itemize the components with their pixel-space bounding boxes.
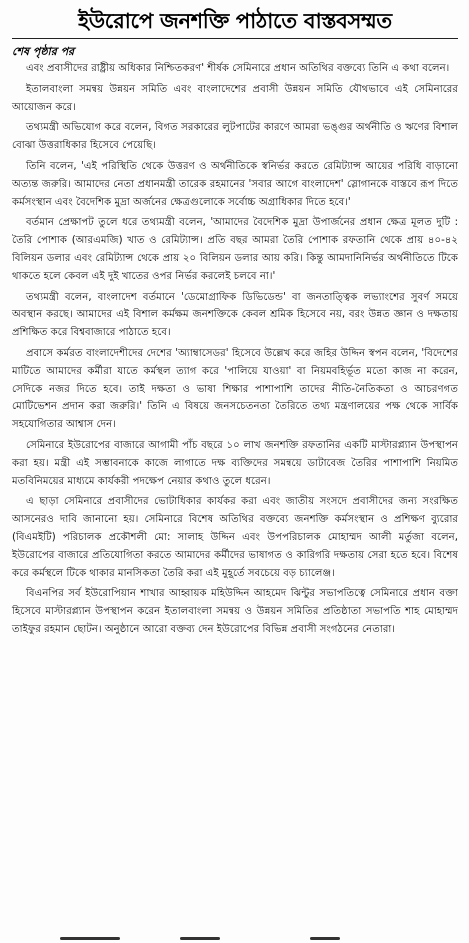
continuation-label: শেষ পৃষ্ঠার পর — [12, 45, 75, 58]
paragraph-8: সেমিনারে ইউরোপের বাজারে আগামী পাঁচ বছরে ১০ লাখ জনশক্তি রফতানির একটি মাস্টারপ্ল্যান উপস্থাপন করা হয়। মন্ত্রী এই সম্ভাবনাকে কাজে লাগাতে দক্ষ ব্যক্তিদের সমন্বয়ে ডাটাবেজ তৈরির পাশাপাশি নিয়মিত মতবিনিময়ের মাধ্যমে কার্যকরী পদক্ষেপ নেয়ার কথাও তুলে ধরেন। — [12, 439, 458, 487]
paragraph-5: বর্তমান প্রেক্ষাপট তুলে ধরে তথ্যমন্ত্রী বলেন, 'আমাদের বৈদেশিক মুদ্রা উপার্জনের প্রধান ক্ষেত্র মূলত দুটি : তৈরি পোশাক (আরএমজি) খাত ও রেমিট্যান্স। প্রতি বছর আমরা তৈরি পোশাক রফতানি থেকে প্রায় ৪০-৪২ বিলিয়ন ডলার এবং রেমিট্যান্স থেকে প্রায় ২০ বিলিয়ন ডলার আয় করি। কিন্তু আমদানিনির্ভর অর্থনীতিতে টিকে থাকতে হলে কেবল এই দুই খাতের ওপর নির্ভর করলেই চলবে না।' — [12, 217, 458, 282]
paragraph-2: ইতালবাংলা সমন্বয় উন্নয়ন সমিতি এবং বাংলাদেশের প্রবাসী উন্নয়ন সমিতি যৌথভাবে এই সেমিনারের আয়োজন করে। — [12, 83, 458, 113]
paragraph-3: তথ্যমন্ত্রী অভিযোগ করে বলেন, বিগত সরকারের লুটপাটের কারণে আমরা ভঙ্গুর অর্থনীতি ও ঋণের বিশাল বোঝা উত্তরাধিকার হিসেবে পেয়েছি। — [12, 122, 458, 152]
paragraph-9: এ ছাড়া সেমিনারে প্রবাসীদের ভোটাধিকার কার্যকর করা এবং জাতীয় সংসদে প্রবাসীদের জন্য সংরক্ষিত আসনেরও দাবি জানানো হয়। সেমিনারে বিশেষ অতিথির বক্তব্যে জনশক্তি কর্মসংস্থান ও প্রশিক্ষণ ব্যুরোর (বিএমইটি) পরিচালক প্রকৌশলী মো: সালাহ উদ্দিন এবং উপপরিচালক মোহাম্মদ আলী মর্তুজা বলেন, ইউরোপের বাজারে প্রতিযোগিতা করতে আমাদের কর্মীদের ভাষাগত ও কারিগরি দক্ষতায় সেরা হতে হবে। বিশেষ করে কর্মস্থলে টিকে থাকার মানসিকতা তৈরি করা এই মুহূর্তে সবচেয়ে বড় চ্যালেঞ্জ। — [12, 496, 458, 579]
paragraph-7: প্রবাসে কর্মরত বাংলাদেশীদের দেশের 'অ্যাম্বাসেডর' হিসেবে উল্লেখ করে জহির উদ্দিন স্বপন বলেন, 'বিদেশের মাটিতে আমাদের কর্মীরা যাতে কর্মস্থল ত্যাগ করে 'পালিয়ে যাওয়া' বা নিয়মবহির্ভূত মতো কাজ না করেন, সেদিকে নজর দিতে হবে। তাই দক্ষতা ও ভাষা শিক্ষার পাশাপাশি তাদের নীতি-নৈতিকতা ও আচরণগত মোটিভেশন প্রদান করা জরুরি।' তিনি এ বিষয়ে জনসচেতনতা তৈরিতে তথ্য মন্ত্রণালয়ের পক্ষ থেকে সার্বিক সহযোগিতার আশ্বাস দেন। — [12, 347, 458, 431]
paragraph-6: তথ্যমন্ত্রী বলেন, বাংলাদেশ বর্তমানে 'ডেমোগ্রাফিক ডিভিডেন্ড' বা জনতাত্ত্বিক লভ্যাংশের সুবর্ণ সময়ে অবস্থান করছে। আমাদের এই বিশাল কর্মক্ষম জনশক্তিকে কেবল শ্রমিক হিসেবে নয়, বরং উন্নত জ্ঞান ও দক্ষতায় প্রশিক্ষিত করে বিশ্ববাজারে পাঠাতে হবে। — [12, 291, 458, 339]
headline-divider — [12, 38, 458, 39]
paragraph-1: এবং প্রবাসীদের রাষ্ট্রীয় অধিকার নিশ্চিতকরণ' শীর্ষক সেমিনারে প্রধান অতিথির বক্তব্যে তিনি এ কথা বলেন। — [26, 63, 450, 74]
paragraph-4: তিনি বলেন, 'এই পরিস্থিতি থেকে উত্তরণ ও অর্থনীতিকে স্বনির্ভর করতে রেমিট্যান্স আয়ের পরিধি বাড়ানো অত্যন্ত জরুরি। আমাদের নেতা প্রধানমন্ত্রী তারেক রহমানের 'সবার আগে বাংলাদেশ' স্লোগানকে বাস্তবে রূপ দিতে কর্মসংস্থান এবং বৈদেশিক মুদ্রা অর্জনের ক্ষেত্রগুলোকে সর্বোচ্চ অগ্রাধিকার দিতে হবে।' — [12, 160, 458, 208]
cropped-next-line-fragment — [60, 934, 429, 940]
headline: ইউরোপে জনশক্তি পাঠাতে বাস্তবসম্মত — [78, 9, 392, 33]
paragraph-10: বিএনপির সর্ব ইউরোপিয়ান শাখার আহ্বায়ক মহিউদ্দিন আহমেদ ঝিন্টুর সভাপতিত্বে সেমিনারে প্রধান বক্তা হিসেবে মাস্টারপ্ল্যান উপস্থাপন করেন ইতালবাংলা সমন্বয় ও উন্নয়ন সমিতির প্রতিষ্ঠাতা সভাপতি শাহ মোহাম্মদ তাইফুর রহমান ছোটন। অনুষ্ঠানে আরো বক্তব্য দেন ইউরোপের বিভিন্ন প্রবাসী সংগঠনের নেতারা। — [12, 588, 458, 635]
